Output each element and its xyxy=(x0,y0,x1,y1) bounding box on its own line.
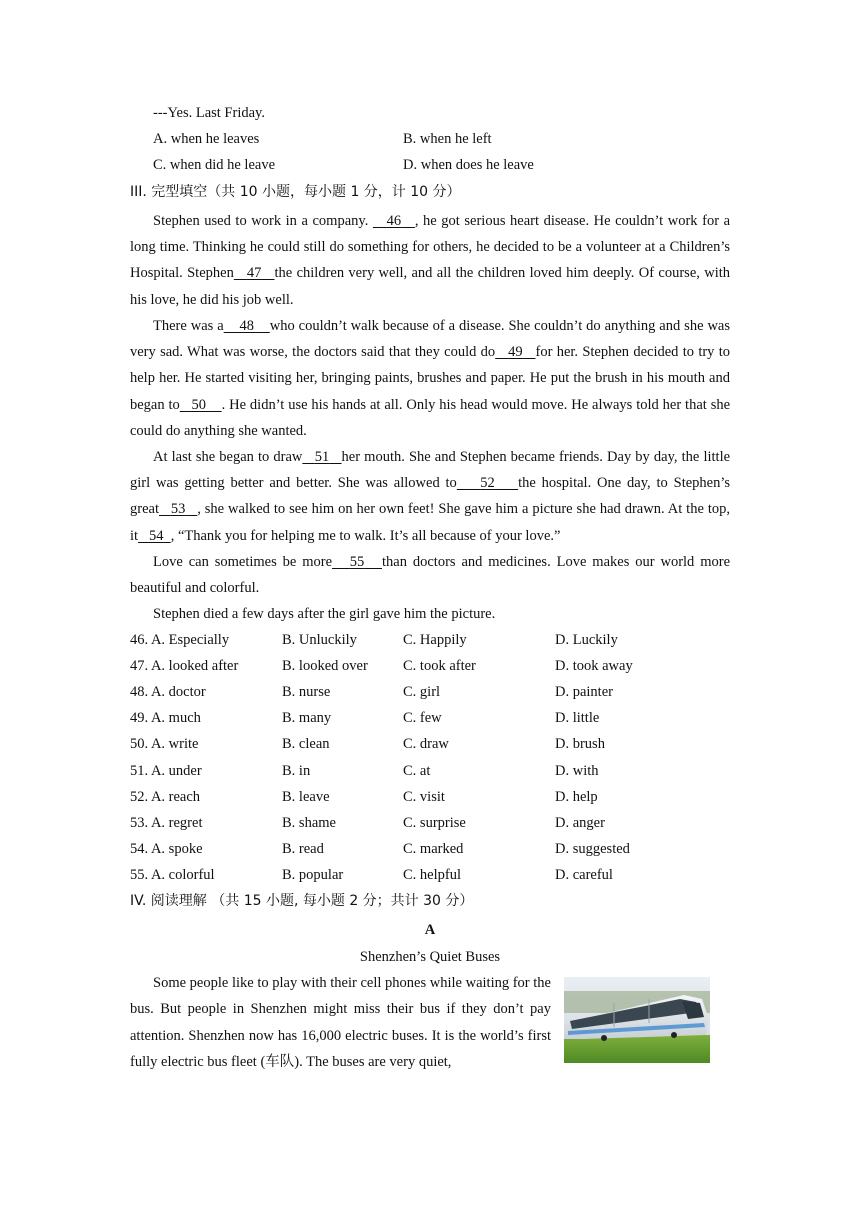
cloze-text: than doctors and medicines. Love makes our world more beautiful and colorful. xyxy=(130,554,731,597)
question-49-option-b: B. many xyxy=(282,710,332,727)
passage-title: Shenzhen’s Quiet Buses xyxy=(359,949,501,965)
electric-bus-photo xyxy=(564,977,710,1063)
cloze-text: for her. Stephen decided to try to help her. He started visiting her, bringing paints, brushes and paper. He put the brush in his mouth and began to xyxy=(130,344,731,413)
question-55-option-d: D. careful xyxy=(555,866,613,883)
question-53-option-a: 53. A. regret xyxy=(130,814,203,831)
question-46-option-b: B. Unluckily xyxy=(282,632,357,648)
prev-option-b: B. when he left xyxy=(403,131,492,147)
blank-46: 46 xyxy=(386,213,402,229)
question-47-option-c: C. took after xyxy=(403,658,476,675)
question-50-option-d: D. brush xyxy=(555,736,605,753)
question-52-option-c: C. visit xyxy=(403,788,445,805)
question-53-option-b: B. shame xyxy=(282,814,336,831)
question-46-option-c: C. Happily xyxy=(403,632,467,648)
question-48-option-c: C. girl xyxy=(403,684,441,701)
question-47-option-d: D. took away xyxy=(555,658,633,675)
blank-52: 52 xyxy=(480,475,495,492)
cloze-paragraph-1 xyxy=(130,208,730,313)
question-49-option-a: 49. A. much xyxy=(130,710,201,727)
question-54-option-b: B. read xyxy=(282,840,324,857)
question-51-option-c: C. at xyxy=(403,762,431,779)
cloze-text: Stephen used to work in a company. xyxy=(153,213,373,229)
prev-option-a: A. when he leaves xyxy=(153,131,260,147)
blank-49: 49 xyxy=(508,344,523,361)
cloze-text: Love can sometimes be more xyxy=(153,554,333,570)
question-53-option-d: D. anger xyxy=(555,814,605,831)
question-52-option-d: D. help xyxy=(555,788,598,805)
blank-50: 50 xyxy=(191,396,207,413)
question-47-option-b: B. looked over xyxy=(282,658,368,675)
cloze-text: , “Thank you for helping me to walk. It’s all because of your love.” xyxy=(170,527,561,544)
cloze-text: who couldn’t walk because of a disease. She couldn’t do anything and she was very sad. What was worse, the doctors said that they could do xyxy=(130,318,731,361)
question-51-option-d: D. with xyxy=(555,762,599,779)
question-54-option-a: 54. A. spoke xyxy=(130,840,203,857)
section-4-heading: IV. 阅读理解 （共 15 小题, 每小题 2 分；共计 30 分） xyxy=(130,893,474,909)
passage-letter: A xyxy=(424,922,436,938)
question-52-option-a: 52. A. reach xyxy=(130,788,201,805)
question-50-option-b: B. clean xyxy=(282,736,330,753)
question-54-option-c: C. marked xyxy=(403,840,464,857)
cloze-paragraph-2 xyxy=(130,313,730,444)
blank-53: 53 xyxy=(170,501,186,518)
prev-option-d: D. when does he leave xyxy=(403,157,534,173)
question-47-option-a: 47. A. looked after xyxy=(130,658,239,675)
cloze-text: the hospital. One day, to Stephen’s great xyxy=(130,475,731,518)
cloze-paragraph-5: Stephen died a few days after the girl gave him the picture. xyxy=(153,606,496,622)
question-49-option-d: D. little xyxy=(555,710,600,727)
question-55-option-c: C. helpful xyxy=(403,866,461,883)
question-52-option-b: B. leave xyxy=(282,788,330,805)
blank-47: 47 xyxy=(246,265,262,282)
question-48-option-b: B. nurse xyxy=(282,684,331,701)
section-3-heading: III. 完型填空（共 10 小题，每小题 1 分，计 10 分） xyxy=(130,184,461,200)
prev-option-c: C. when did he leave xyxy=(153,157,276,173)
cloze-paragraph-3 xyxy=(130,444,730,549)
question-48-option-a: 48. A. doctor xyxy=(130,684,206,701)
question-46-option-d: D. Luckily xyxy=(555,632,618,648)
blank-51: 51 xyxy=(314,449,330,465)
question-50-option-a: 50. A. write xyxy=(130,736,199,753)
dialogue-answer-line: ---Yes. Last Friday. xyxy=(153,105,265,121)
cloze-text: her mouth. She and Stephen became friends. Day by day, the little girl was getting better and better. She was allowed to xyxy=(130,449,731,492)
question-55-option-b: B. popular xyxy=(282,866,344,883)
question-55-option-a: 55. A. colorful xyxy=(130,866,215,883)
cloze-text: the children very well, and all the children loved him deeply. Of course, with his love, he did his job well. xyxy=(130,265,731,308)
question-53-option-c: C. surprise xyxy=(403,814,466,831)
passage-paragraph: Some people like to play with their cell phones while waiting for the bus. But people in Shenzhen might miss their bus if they don’t pay attention. Shenzhen now has 16,000 electric buses. It is the world’s first fully electric bus fleet (车队). The buses are very quiet, xyxy=(130,975,551,1071)
question-50-option-c: C. draw xyxy=(403,736,449,753)
question-51-option-a: 51. A. under xyxy=(130,762,202,779)
cloze-text: . He didn’t use his hands at all. Only his head would move. He always told her that she could do anything she wanted. xyxy=(130,396,731,439)
blank-48: 48 xyxy=(239,318,254,334)
question-49-option-c: C. few xyxy=(403,710,442,727)
cloze-text: There was a xyxy=(153,318,224,334)
cloze-text: At last she began to draw xyxy=(153,449,303,465)
question-51-option-b: B. in xyxy=(282,762,311,779)
cloze-text: , she walked to see him on her own feet! She gave him a picture she had drawn. At the top, it xyxy=(130,501,731,544)
question-54-option-d: D. suggested xyxy=(555,840,630,857)
cloze-text: , he got serious heart disease. He couldn’t work for a long time. Thinking he could still do something for others, he decided to be a volunteer at a Children’s Hospital. Stephen xyxy=(130,213,731,282)
question-48-option-d: D. painter xyxy=(555,684,613,701)
blank-55: 55 xyxy=(349,554,365,570)
question-46-option-a: 46. A. Especially xyxy=(130,632,230,648)
blank-54: 54 xyxy=(148,527,164,544)
cloze-paragraph-4 xyxy=(130,549,730,601)
